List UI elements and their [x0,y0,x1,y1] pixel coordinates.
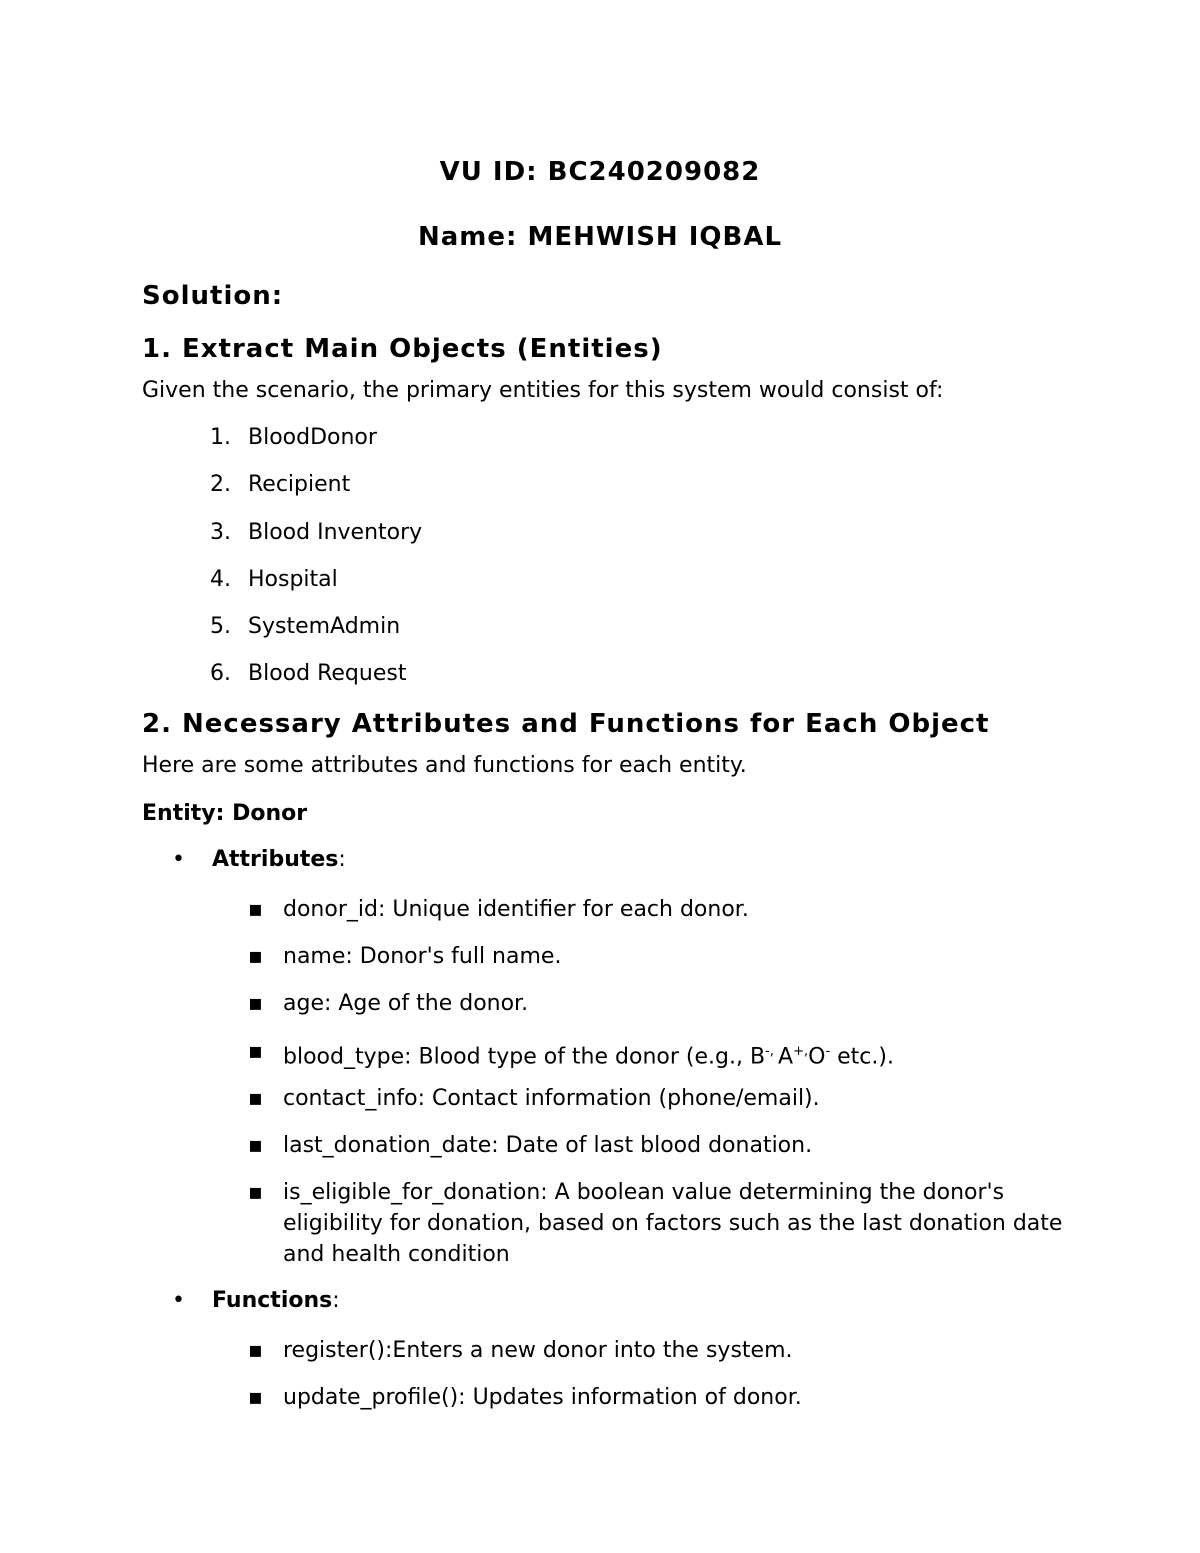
list-item [210,425,377,450]
list-item [210,614,400,639]
attribute-item [248,988,1078,1019]
list-item-label: Blood Inventory [248,520,423,545]
list-item-number: 5. [210,614,231,639]
square-bullet-icon: ▪ [248,1385,263,1410]
attribute-item [248,1177,1078,1270]
square-bullet-icon: ▪ [248,944,263,969]
list-item [210,520,422,545]
square-bullet-icon: ▪ [248,1338,263,1363]
function-text: register():Enters a new donor into the system. [283,1338,793,1363]
list-item-label: Recipient [248,472,351,497]
attribute-text: contact_info: Contact information (phone/email). [283,1086,820,1111]
attribute-text: is_eligible_for_donation: A boolean value determining the donor's eligibility for donation, based on factors such as the last donation date and health condition [283,1180,1063,1267]
list-item-number: 4. [210,567,231,592]
attribute-item [248,1130,1078,1161]
blood-type-mid-1: A [778,1044,794,1070]
blood-type-sup-3: - [825,1044,831,1059]
blood-type-sup-1: -, [765,1044,779,1059]
section-2-heading: 2. Necessary Attributes and Functions for Each Object [142,709,990,739]
attribute-item-blood-type [248,1036,1078,1072]
section-1-heading: 1. Extract Main Objects (Entities) [142,334,663,364]
square-bullet-icon: ▪ [248,897,263,922]
bullet-icon: • [172,1288,185,1313]
attribute-text: last_donation_date: Date of last blood donation. [283,1133,813,1158]
function-item [248,1382,1078,1413]
name-heading: Name: MEHWISH IQBAL [417,222,783,252]
list-item-number: 2. [210,472,231,497]
list-item-number: 3. [210,520,231,545]
section-2-intro: Here are some attributes and functions for each entity. [142,753,747,778]
list-item [210,472,350,497]
vu-id-heading: VU ID: BC240209082 [439,157,761,187]
attribute-item [248,941,1078,972]
function-item [248,1335,1078,1366]
function-text: update_profile(): Updates information of donor. [283,1385,802,1410]
list-item [210,661,406,686]
attributes-bullet [172,847,346,872]
attribute-item [248,894,1078,925]
square-bullet-icon: ▪ [248,1039,263,1064]
list-item-number: 6. [210,661,231,686]
square-bullet-icon: ▪ [248,1133,263,1158]
list-item-label: SystemAdmin [248,614,401,639]
functions-label: Functions [212,1288,333,1313]
functions-bullet [172,1288,340,1313]
attribute-text: name: Donor's full name. [283,944,562,969]
bullet-icon: • [172,847,185,872]
square-bullet-icon: ▪ [248,991,263,1016]
square-bullet-icon: ▪ [248,1086,263,1111]
blood-type-suffix: etc.). [830,1044,894,1070]
blood-type-prefix: blood_type: Blood type of the donor (e.g., B [283,1044,766,1070]
attributes-colon: : [338,847,346,872]
entity-heading: Entity: Donor [142,801,308,826]
list-item [210,567,338,592]
list-item-number: 1. [210,425,231,450]
attribute-text: age: Age of the donor. [283,991,529,1016]
square-bullet-icon: ▪ [248,1180,263,1205]
attribute-text: donor_id: Unique identifier for each donor. [283,897,749,922]
blood-type-mid-2: O [808,1044,826,1070]
blood-type-sup-2: +, [793,1044,809,1059]
functions-colon: : [332,1288,340,1313]
solution-heading: Solution: [142,281,284,311]
list-item-label: BloodDonor [248,425,377,450]
section-1-intro: Given the scenario, the primary entities for this system would consist of: [142,378,944,403]
attributes-label: Attributes [212,847,339,872]
list-item-label: Blood Request [248,661,407,686]
attribute-text [283,1036,1078,1072]
attribute-item [248,1083,1078,1114]
list-item-label: Hospital [248,567,338,592]
